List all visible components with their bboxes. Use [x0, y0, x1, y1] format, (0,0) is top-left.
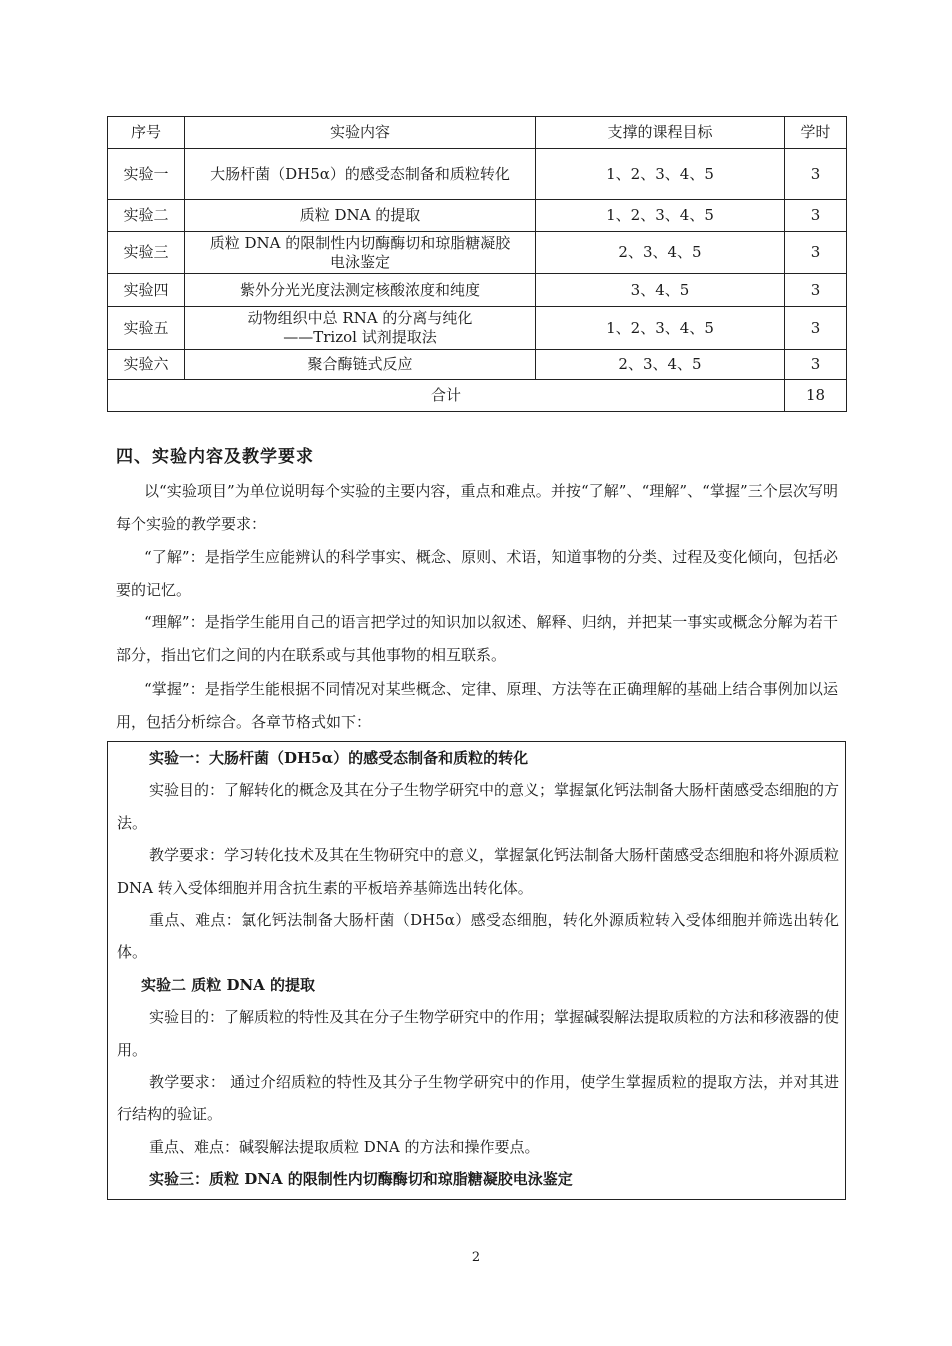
row-content-line1: 质粒 DNA 的限制性内切酶酶切和琼脂糖凝胶 — [209, 233, 511, 252]
table-row — [108, 274, 847, 307]
row-no: 实验二 — [108, 200, 185, 232]
row-no: 实验三 — [108, 232, 185, 274]
section-title: 四、实验内容及教学要求 — [116, 447, 314, 467]
row-content — [185, 307, 536, 350]
header-hours: 学时 — [785, 117, 847, 149]
row-content-line1: 动物组织中总 RNA 的分离与纯化 — [247, 309, 473, 327]
page-number: 2 — [471, 1250, 481, 1265]
row-hours: 3 — [785, 200, 847, 232]
row-hours: 3 — [785, 149, 847, 200]
understand-level-paragraph: “了解”：是指学生应能辨认的科学事实、概念、原则、术语，知道事物的分类、过程及变化倾向，包括必要的记忆。 — [116, 548, 838, 599]
table-row — [108, 350, 847, 380]
row-no: 实验一 — [108, 149, 185, 200]
row-content — [185, 232, 536, 274]
row-hours: 3 — [785, 232, 847, 274]
intro-paragraph: 以“实验项目”为单位说明每个实验的主要内容，重点和难点。并按“了解”、“理解”、“掌握”三个层次写明每个实验的教学要求： — [116, 482, 838, 533]
exp3-heading: 实验三：质粒 DNA 的限制性内切酶酶切和琼脂糖凝胶电泳鉴定 — [149, 1170, 573, 1189]
row-hours: 3 — [785, 350, 847, 380]
exp1-purpose: 实验目的：了解转化的概念及其在分子生物学研究中的意义；掌握氯化钙法制备大肠杆菌感受态细胞的方法。 — [117, 781, 840, 832]
exp1-keypoints: 重点、难点：氯化钙法制备大肠杆菌（DH5α）感受态细胞，转化外源质粒转入受体细胞并筛选出转化体。 — [117, 911, 839, 962]
table-row — [108, 200, 847, 232]
row-hours: 3 — [785, 274, 847, 307]
row-goals: 2、3、4、5 — [536, 350, 785, 380]
exp1-heading: 实验一：大肠杆菌（DH5α）的感受态制备和质粒的转化 — [149, 749, 529, 767]
table-header-row — [108, 117, 847, 149]
exp2-requirement: 教学要求： 通过介绍质粒的特性及其分子生物学研究中的作用，使学生掌握质粒的提取方法，并对其进行结构的验证。 — [117, 1073, 839, 1124]
row-goals: 3、4、5 — [536, 274, 785, 307]
exp2-purpose: 实验目的：了解质粒的特性及其在分子生物学研究中的作用；掌握碱裂解法提取质粒的方法和移液器的使用。 — [117, 1008, 840, 1059]
row-content: 大肠杆菌（DH5α）的感受态制备和质粒转化 — [185, 149, 536, 200]
row-no: 实验四 — [108, 274, 185, 307]
row-content: 紫外分光光度法测定核酸浓度和纯度 — [185, 274, 536, 307]
row-goals: 2、3、4、5 — [536, 232, 785, 274]
row-content: 聚合酶链式反应 — [185, 350, 536, 380]
table-total-row — [108, 380, 847, 412]
comprehend-level-paragraph: “理解”：是指学生能用自己的语言把学过的知识加以叙述、解释、归纳，并把某一事实或概念分解为若干部分，指出它们之间的内在联系或与其他事物的相互联系。 — [116, 613, 838, 664]
experiment-table — [107, 116, 847, 412]
row-content-line2: ——Trizol 试剂提取法 — [283, 328, 437, 346]
table-row — [108, 232, 847, 274]
row-no: 实验五 — [108, 307, 185, 350]
header-no: 序号 — [108, 117, 185, 149]
total-label: 合计 — [108, 380, 785, 412]
table-row — [108, 149, 847, 200]
row-goals: 1、2、3、4、5 — [536, 149, 785, 200]
row-no: 实验六 — [108, 350, 185, 380]
exp2-keypoints: 重点、难点：碱裂解法提取质粒 DNA 的方法和操作要点。 — [149, 1137, 540, 1156]
header-content: 实验内容 — [185, 117, 536, 149]
row-content-line2: 电泳鉴定 — [329, 252, 390, 271]
master-level-paragraph: “掌握”：是指学生能根据不同情况对某些概念、定律、原理、方法等在正确理解的基础上结合事例加以运用，包括分析综合。各章节格式如下： — [116, 680, 838, 731]
row-hours: 3 — [785, 307, 847, 350]
exp2-heading: 实验二 质粒 DNA 的提取 — [141, 975, 316, 994]
header-goals: 支撑的课程目标 — [536, 117, 785, 149]
format-example-box — [107, 741, 846, 1200]
row-content: 质粒 DNA 的提取 — [185, 200, 536, 232]
table-row — [108, 307, 847, 350]
total-hours: 18 — [785, 380, 847, 412]
row-goals: 1、2、3、4、5 — [536, 200, 785, 232]
row-goals: 1、2、3、4、5 — [536, 307, 785, 350]
exp1-requirement: 教学要求：学习转化技术及其在生物研究中的意义，掌握氯化钙法制备大肠杆菌感受态细胞和将外源质粒 DNA 转入受体细胞并用含抗生素的平板培养基筛选出转化体。 — [117, 846, 840, 897]
